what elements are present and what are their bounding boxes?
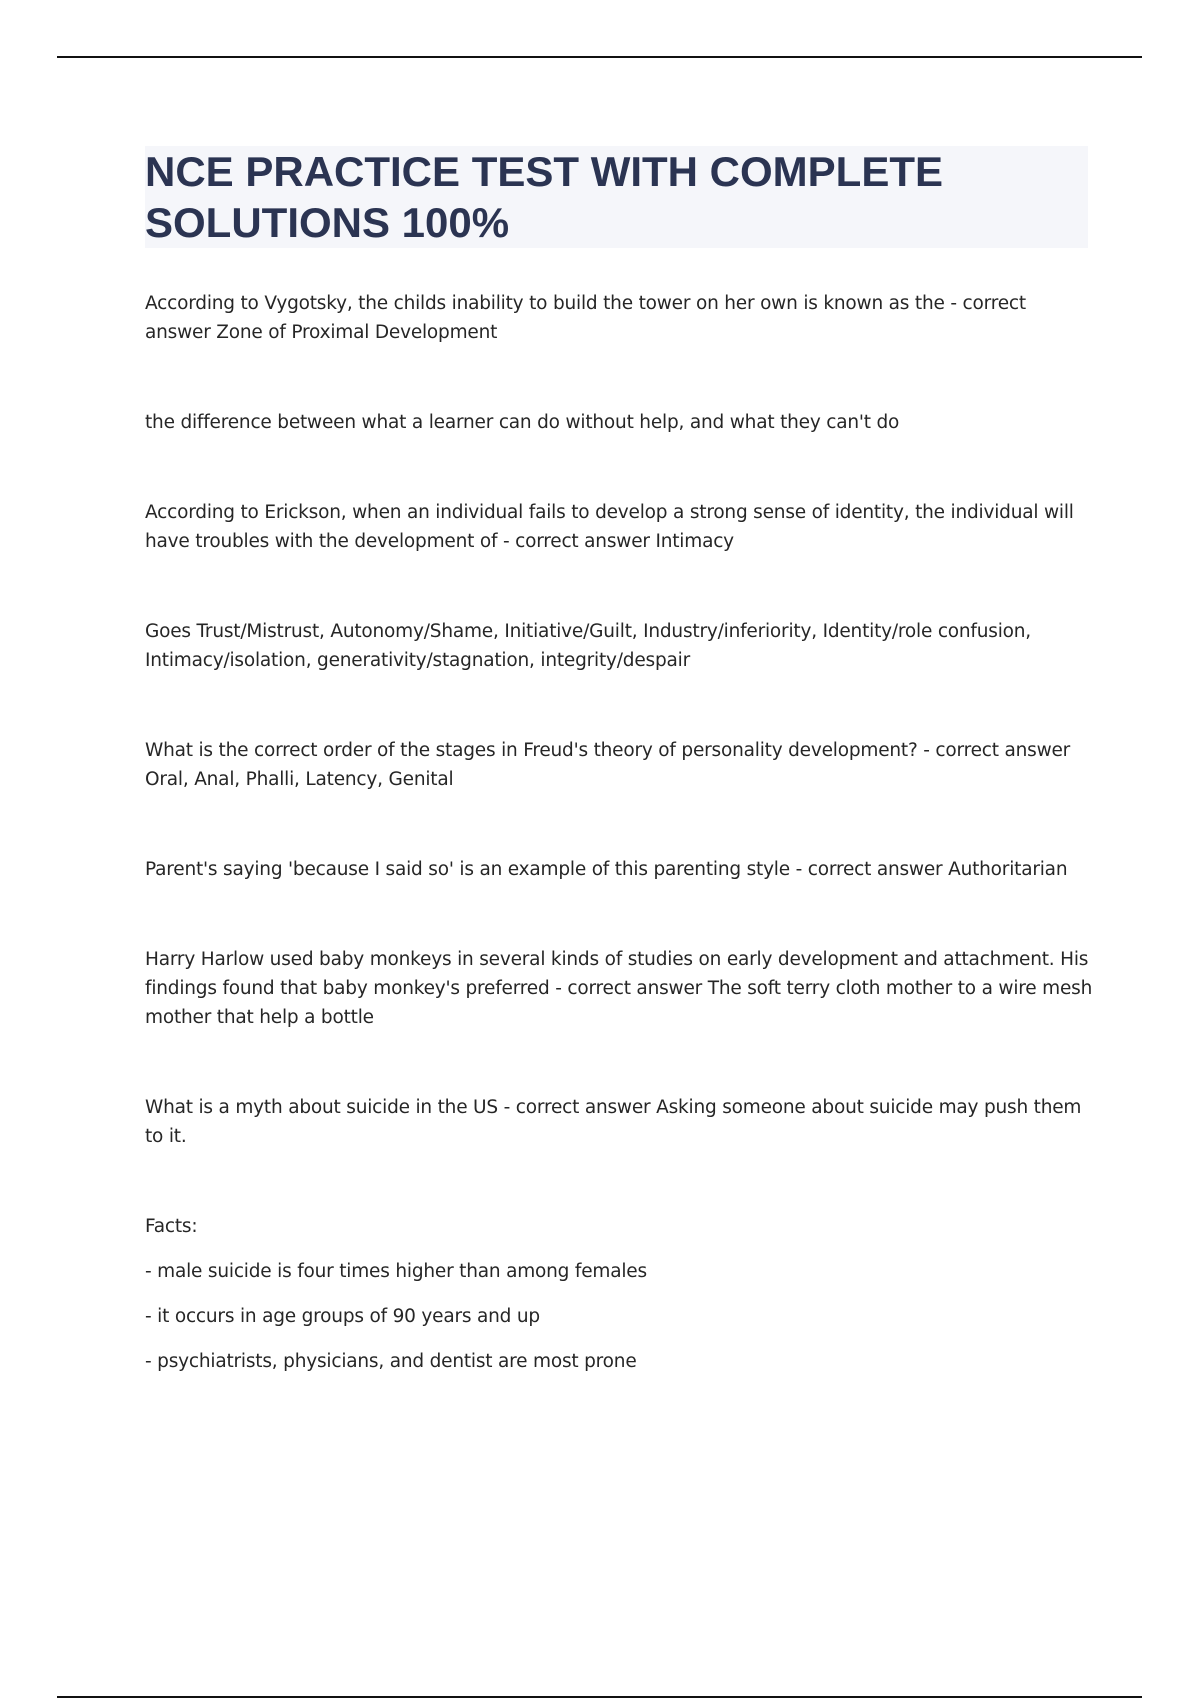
bottom-rule	[57, 1696, 1142, 1698]
fact-item: - it occurs in age groups of 90 years and up	[145, 1306, 540, 1327]
title-banner	[145, 146, 1088, 248]
facts-label: Facts:	[145, 1216, 198, 1237]
entry-text: Harry Harlow used baby monkeys in several kinds of studies on early development and attachment. His findings found that baby monkey's preferred - correct answer The soft terry cloth mother to a wire mesh mother that help a bottle	[145, 949, 1093, 1028]
entry-text: What is a myth about suicide in the US - correct answer Asking someone about suicide may push them to it.	[145, 1097, 1082, 1147]
entry-text: According to Erickson, when an individual fails to develop a strong sense of identity, the individual will have troubles with the development of - correct answer Intimacy	[145, 502, 1074, 552]
entry-text: What is the correct order of the stages in Freud's theory of personality development? - correct answer Oral, Anal, Phalli, Latency, Genital	[145, 740, 1071, 790]
entry-erickson	[145, 498, 1095, 556]
entry-parenting-style	[145, 855, 1095, 884]
facts-section	[145, 1212, 1095, 1376]
entry-vygotsky	[145, 289, 1095, 347]
entry-suicide-myth	[145, 1093, 1095, 1151]
entry-freud	[145, 736, 1095, 794]
entry-text: Parent's saying 'because I said so' is an example of this parenting style - correct answer Authoritarian	[145, 859, 1068, 880]
entry-text: According to Vygotsky, the childs inability to build the tower on her own is known as the - correct answer Zone of Proximal Development	[145, 293, 1026, 343]
entry-text: Goes Trust/Mistrust, Autonomy/Shame, Initiative/Guilt, Industry/inferiority, Identity/role confusion, Intimacy/isolation, generativity/stagnation, integrity/despair	[145, 621, 1031, 671]
entry-harlow	[145, 945, 1095, 1032]
page-title: NCE PRACTICE TEST WITH COMPLETE SOLUTIONS 100%	[145, 148, 943, 246]
entry-zpd-definition	[145, 408, 1095, 437]
entry-text: the difference between what a learner can do without help, and what they can't do	[145, 412, 900, 433]
entry-erickson-stages	[145, 617, 1095, 675]
fact-item: - psychiatrists, physicians, and dentist are most prone	[145, 1351, 637, 1372]
document-body	[145, 289, 1095, 1392]
fact-item: - male suicide is four times higher than among females	[145, 1261, 647, 1282]
top-rule	[57, 56, 1142, 58]
